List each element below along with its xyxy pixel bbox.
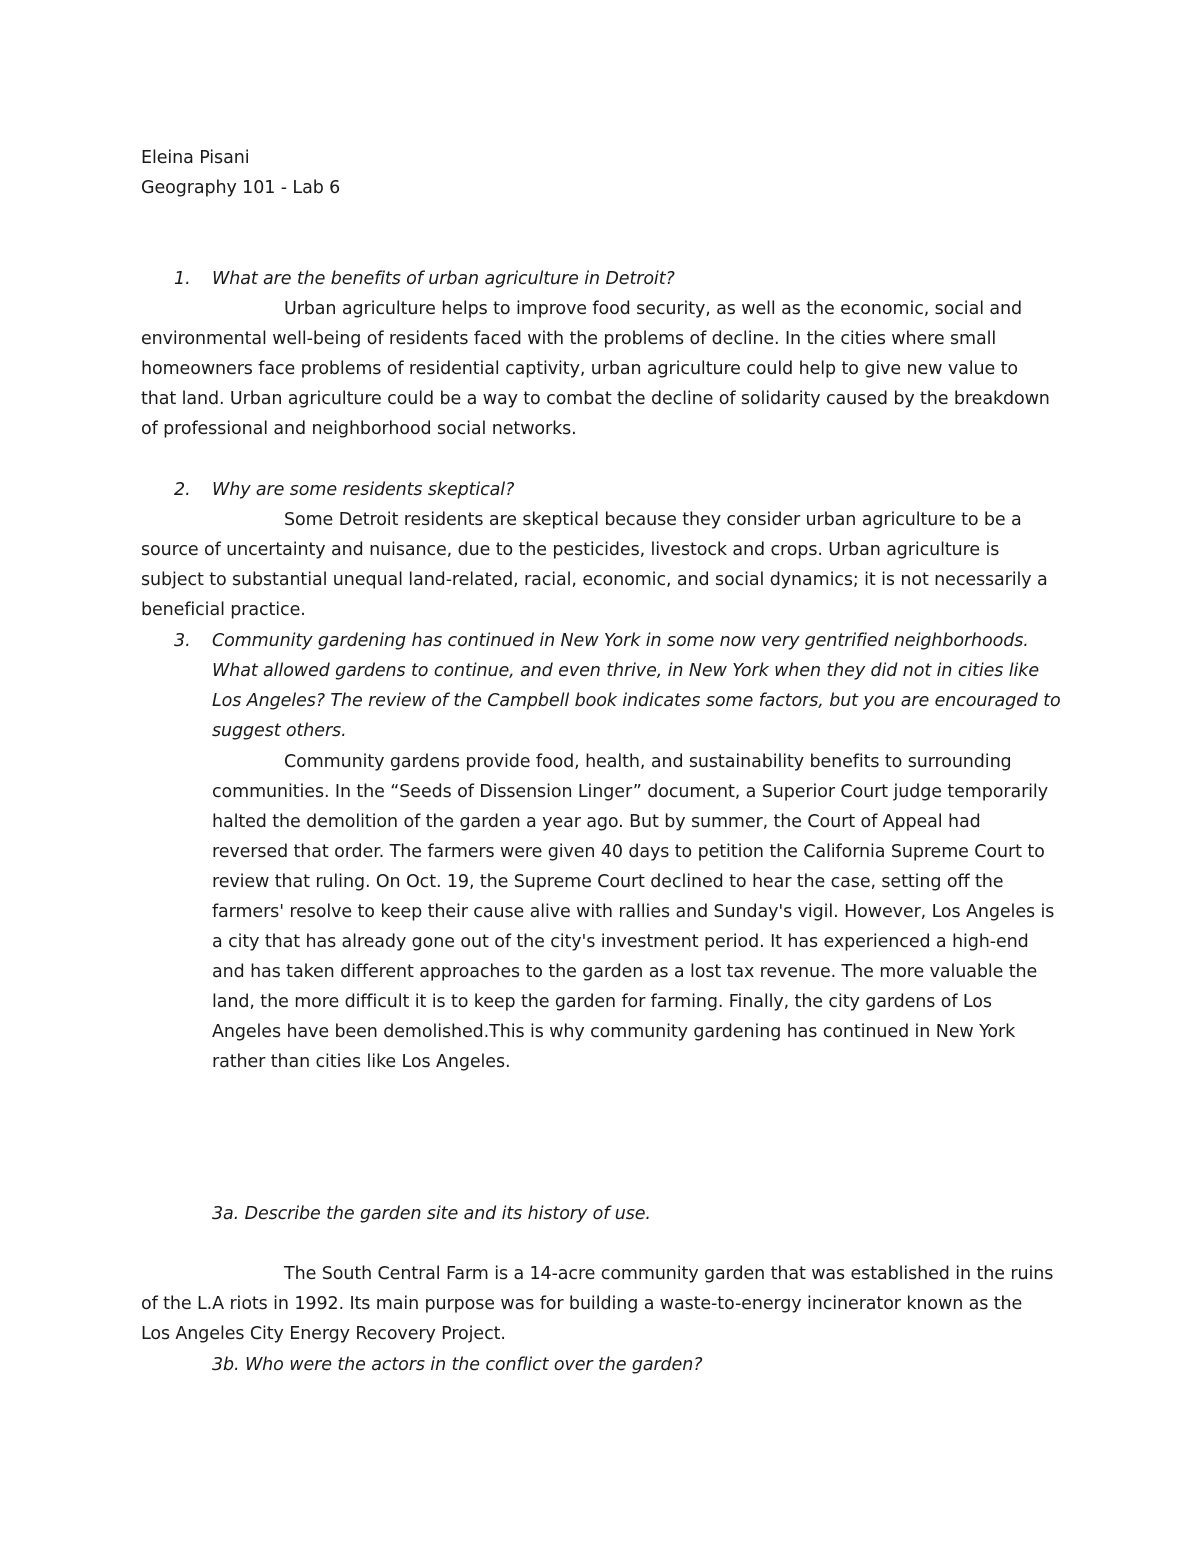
q3-answer-line: communities. In the “Seeds of Dissension Linger” document, a Superior Court judge temporarily [212, 782, 1048, 802]
q3a-answer-line: Los Angeles City Energy Recovery Project. [141, 1324, 506, 1344]
q2-answer-line: Some Detroit residents are skeptical because they consider urban agriculture to be a [284, 510, 1022, 530]
q3b-question: 3b. Who were the actors in the conflict over the garden? [212, 1355, 703, 1375]
q3-question-line: Community gardening has continued in New York in some now very gentrified neighborhoods. [212, 631, 1029, 651]
q3-answer-line: halted the demolition of the garden a year ago. But by summer, the Court of Appeal had [212, 812, 981, 832]
q2-question: Why are some residents skeptical? [212, 480, 515, 500]
course-title: Geography 101 - Lab 6 [141, 178, 341, 198]
q1-answer-line: of professional and neighborhood social networks. [141, 419, 577, 439]
q1-question: What are the benefits of urban agriculture in Detroit? [212, 269, 675, 289]
q1-answer-line: that land. Urban agriculture could be a way to combat the decline of solidarity caused by the breakdown [141, 389, 1050, 409]
q3a-answer-line: The South Central Farm is a 14-acre community garden that was established in the ruins [284, 1264, 1054, 1284]
q2-answer-line: subject to substantial unequal land-related, racial, economic, and social dynamics; it is not necessarily a [141, 570, 1048, 590]
q3-question-line: Los Angeles? The review of the Campbell book indicates some factors, but you are encouraged to [212, 691, 1061, 711]
q2-answer-line: beneficial practice. [141, 600, 306, 620]
q1-answer-line: homeowners face problems of residential captivity, urban agriculture could help to give new value to [141, 359, 1018, 379]
q1-answer-line: Urban agriculture helps to improve food security, as well as the economic, social and [284, 299, 1023, 319]
author-name: Eleina Pisani [141, 148, 250, 168]
q3-answer-line: and has taken different approaches to the garden as a lost tax revenue. The more valuable the [212, 962, 1038, 982]
q2-number: 2. [174, 480, 191, 500]
q2-answer-line: source of uncertainty and nuisance, due to the pesticides, livestock and crops. Urban agriculture is [141, 540, 1000, 560]
q1-answer-line: environmental well-being of residents faced with the problems of decline. In the cities where small [141, 329, 997, 349]
q3-answer-line: Community gardens provide food, health, and sustainability benefits to surrounding [284, 752, 1012, 772]
q3-question-line: suggest others. [212, 721, 347, 741]
q3-answer-line: reversed that order. The farmers were given 40 days to petition the California Supreme Court to [212, 842, 1045, 862]
q1-number: 1. [174, 269, 191, 289]
q3-answer-line: land, the more difficult it is to keep the garden for farming. Finally, the city gardens of Los [212, 992, 992, 1012]
q3-number: 3. [174, 631, 191, 651]
q3a-question: 3a. Describe the garden site and its history of use. [212, 1204, 651, 1224]
q3a-answer-line: of the L.A riots in 1992. Its main purpose was for building a waste-to-energy incinerator known as the [141, 1294, 1023, 1314]
q3-answer-line: Angeles have been demolished.This is why community gardening has continued in New York [212, 1022, 1016, 1042]
q3-question-line: What allowed gardens to continue, and even thrive, in New York when they did not in cities like [212, 661, 1039, 681]
q3-answer-line: rather than cities like Los Angeles. [212, 1052, 511, 1072]
q3-answer-line: review that ruling. On Oct. 19, the Supreme Court declined to hear the case, setting off the [212, 872, 1004, 892]
q3-answer-line: a city that has already gone out of the city's investment period. It has experienced a high-end [212, 932, 1029, 952]
q3-answer-line: farmers' resolve to keep their cause alive with rallies and Sunday's vigil. However, Los Angeles is [212, 902, 1055, 922]
